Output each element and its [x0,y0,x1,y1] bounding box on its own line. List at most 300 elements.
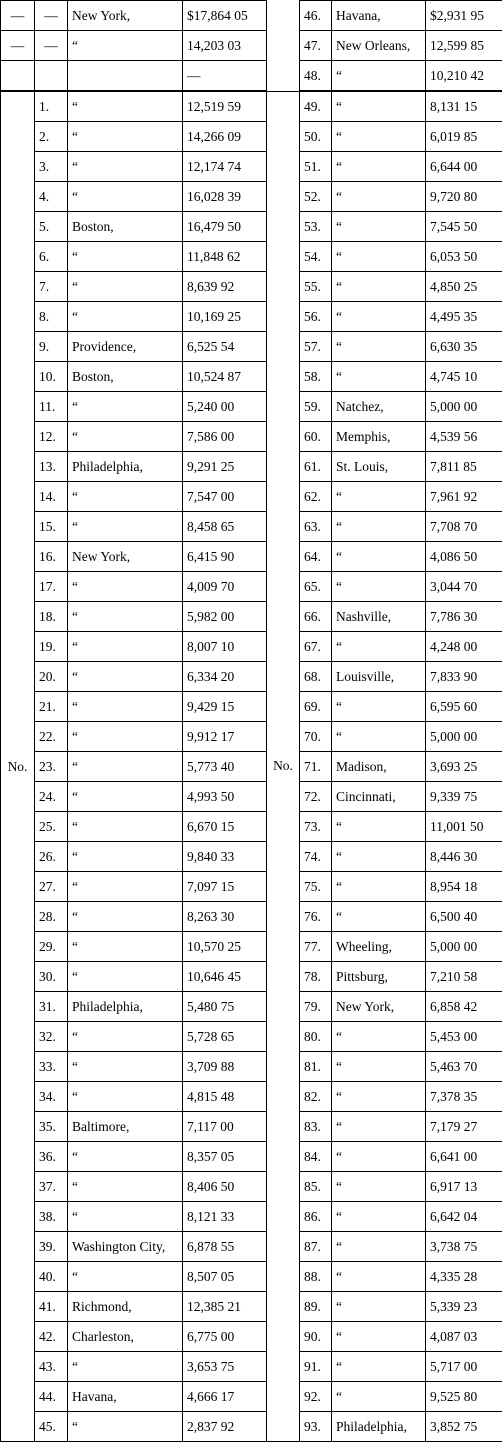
city-cell: New York, [332,992,426,1022]
row-number: 59. [300,392,332,422]
amount-cell: 9,429 15 [183,692,267,722]
no-label-left: No. [1,91,35,1442]
city-cell: Louisville, [332,662,426,692]
amount-cell: 10,570 25 [183,932,267,962]
row-number: 44. [35,1382,68,1412]
ledger-row [1,962,502,992]
row-number: 87. [300,1232,332,1262]
ledger-row [1,1412,502,1442]
amount-cell: 2,837 92 [183,1412,267,1442]
amount-cell: 4,009 70 [183,572,267,602]
row-number: 56. [300,302,332,332]
amount-cell: 8,406 50 [183,1172,267,1202]
row-number: 4. [35,182,68,212]
city-cell: “ [332,122,426,152]
row-number: 85. [300,1172,332,1202]
city-cell: Philadelphia, [68,452,183,482]
row-number: 76. [300,902,332,932]
row-number: 70. [300,722,332,752]
row-number: 74. [300,842,332,872]
city-cell: “ [68,182,183,212]
city-cell: “ [332,632,426,662]
amount-cell: 12,174 74 [183,152,267,182]
ledger-row [1,272,502,302]
row-mark: — [35,31,68,61]
city-cell: “ [68,572,183,602]
row-number: 55. [300,272,332,302]
row-number: 86. [300,1202,332,1232]
row-number: 81. [300,1052,332,1082]
ledger-row [1,212,502,242]
city-cell: Philadelphia, [68,992,183,1022]
row-number: 34. [35,1082,68,1112]
city-cell: “ [68,692,183,722]
row-number: 1. [35,91,68,122]
amount-cell: 12,385 21 [183,1292,267,1322]
row-number: 39. [35,1232,68,1262]
city-cell: “ [332,272,426,302]
amount-cell: 8,954 18 [426,872,502,902]
city-cell: “ [332,1052,426,1082]
row-mark [35,61,68,92]
city-cell: Cincinnati, [332,782,426,812]
row-number: 49. [300,91,332,122]
ledger-row [1,152,502,182]
amount-cell: 4,850 25 [426,272,502,302]
amount-cell: 10,169 25 [183,302,267,332]
amount-cell: 7,961 92 [426,482,502,512]
ledger-row [1,782,502,812]
amount-cell: 5,728 65 [183,1022,267,1052]
row-number: 75. [300,872,332,902]
ledger-row [1,992,502,1022]
row-number: 21. [35,692,68,722]
row-number: 92. [300,1382,332,1412]
row-number: 3. [35,152,68,182]
ledger-row [1,1262,502,1292]
row-number: 27. [35,872,68,902]
city-cell: “ [68,1142,183,1172]
city-cell: St. Louis, [332,452,426,482]
amount-cell: 8,639 92 [183,272,267,302]
city-cell: “ [68,1412,183,1442]
ledger-row [1,1172,502,1202]
ledger-row [1,422,502,452]
city-cell: New York, [68,542,183,572]
amount-cell: 7,811 85 [426,452,502,482]
no-label-middle: No. [267,91,300,1442]
amount-cell: 9,840 33 [183,842,267,872]
city-cell [68,61,183,92]
city-cell: “ [68,31,183,61]
amount-cell: 7,210 58 [426,962,502,992]
city-cell: “ [68,902,183,932]
row-number: 43. [35,1352,68,1382]
row-number: 16. [35,542,68,572]
city-cell: “ [332,212,426,242]
amount-cell: 5,000 00 [426,392,502,422]
ledger-row [1,1052,502,1082]
amount-cell: 5,717 00 [426,1352,502,1382]
ledger-row [1,242,502,272]
row-number: 2. [35,122,68,152]
city-cell: Charleston, [68,1322,183,1352]
city-cell: “ [332,1142,426,1172]
amount-cell: 12,599 85 [426,31,502,61]
city-cell: “ [68,302,183,332]
ledger-row [1,662,502,692]
city-cell: “ [68,482,183,512]
city-cell: “ [332,182,426,212]
city-cell: “ [332,1172,426,1202]
ledger-row [1,692,502,722]
ledger-row [1,512,502,542]
row-number: 64. [300,542,332,572]
city-cell: Nashville, [332,602,426,632]
city-cell: “ [332,482,426,512]
amount-cell: 7,786 30 [426,602,502,632]
row-dash: — [1,31,35,61]
amount-cell: 12,519 59 [183,91,267,122]
ledger-row [1,1352,502,1382]
amount-cell: 10,210 42 [426,61,502,92]
amount-cell: 6,019 85 [426,122,502,152]
row-number: 60. [300,422,332,452]
ledger-row [1,752,502,782]
row-number: 19. [35,632,68,662]
city-cell: Richmond, [68,1292,183,1322]
city-cell: “ [332,1232,426,1262]
row-number: 37. [35,1172,68,1202]
amount-cell: 6,630 35 [426,332,502,362]
city-cell: “ [332,1322,426,1352]
city-cell: “ [332,1352,426,1382]
row-number: 48. [300,61,332,92]
city-cell: Providence, [68,332,183,362]
city-cell: Washington City, [68,1232,183,1262]
amount-cell: 4,495 35 [426,302,502,332]
amount-cell: 3,044 70 [426,572,502,602]
ledger-row [1,1082,502,1112]
row-number: 68. [300,662,332,692]
amount-cell: 4,086 50 [426,542,502,572]
row-dash [1,61,35,92]
row-number: 69. [300,692,332,722]
row-number: 29. [35,932,68,962]
row-number: 5. [35,212,68,242]
row-number: 40. [35,1262,68,1292]
row-number: 12. [35,422,68,452]
amount-cell: 8,446 30 [426,842,502,872]
amount-cell: 14,266 09 [183,122,267,152]
amount-cell: 4,815 48 [183,1082,267,1112]
city-cell: “ [332,61,426,92]
amount-cell: 5,480 75 [183,992,267,1022]
city-cell: Havana, [332,1,426,31]
city-cell: Madison, [332,752,426,782]
amount-cell: 3,738 75 [426,1232,502,1262]
row-number: 54. [300,242,332,272]
row-number: 47. [300,31,332,61]
city-cell: “ [68,1262,183,1292]
amount-cell: 7,833 90 [426,662,502,692]
row-number: 25. [35,812,68,842]
amount-cell: 11,848 62 [183,242,267,272]
ledger-row [1,332,502,362]
amount-cell: 4,335 28 [426,1262,502,1292]
amount-cell: 3,709 88 [183,1052,267,1082]
amount-cell: 6,500 40 [426,902,502,932]
row-number: 42. [35,1322,68,1352]
row-number: 51. [300,152,332,182]
city-cell: “ [68,1202,183,1232]
city-cell: “ [332,1262,426,1292]
row-number: 13. [35,452,68,482]
city-cell: “ [332,572,426,602]
ledger-row [1,1142,502,1172]
row-number: 90. [300,1322,332,1352]
row-number: 32. [35,1022,68,1052]
row-number: 36. [35,1142,68,1172]
row-number: 46. [300,1,332,31]
amount-cell: 4,666 17 [183,1382,267,1412]
row-number: 89. [300,1292,332,1322]
amount-cell: 6,775 00 [183,1322,267,1352]
city-cell: “ [68,1052,183,1082]
row-number: 8. [35,302,68,332]
city-cell: Pittsburg, [332,962,426,992]
row-number: 78. [300,962,332,992]
amount-cell: $17,864 05 [183,1,267,31]
row-number: 15. [35,512,68,542]
amount-cell: 8,507 05 [183,1262,267,1292]
city-cell: Baltimore, [68,1112,183,1142]
ledger-row [1,542,502,572]
city-cell: “ [332,842,426,872]
amount-cell: 6,858 42 [426,992,502,1022]
amount-cell: 6,878 55 [183,1232,267,1262]
city-cell: “ [68,932,183,962]
row-number: 41. [35,1292,68,1322]
ledger-row [1,842,502,872]
city-cell: Boston, [68,362,183,392]
row-number: 9. [35,332,68,362]
row-number: 72. [300,782,332,812]
city-cell: “ [332,91,426,122]
amount-cell: 9,291 25 [183,452,267,482]
amount-cell: 6,334 20 [183,662,267,692]
amount-cell: 5,240 00 [183,392,267,422]
row-number: 6. [35,242,68,272]
row-number: 17. [35,572,68,602]
ledger-row [1,452,502,482]
row-number: 11. [35,392,68,422]
city-cell: “ [332,722,426,752]
city-cell: “ [68,1352,183,1382]
ledger-row [1,1382,502,1412]
amount-cell: 6,641 00 [426,1142,502,1172]
row-number: 82. [300,1082,332,1112]
ledger-row [1,1022,502,1052]
city-cell: Havana, [68,1382,183,1412]
amount-cell: 6,595 60 [426,692,502,722]
amount-cell: 4,087 03 [426,1322,502,1352]
row-number: 62. [300,482,332,512]
row-dash: — [1,1,35,31]
city-cell: “ [68,842,183,872]
city-cell: “ [68,152,183,182]
city-cell: “ [332,332,426,362]
city-cell: “ [332,1202,426,1232]
row-number: 93. [300,1412,332,1442]
city-cell: “ [68,422,183,452]
city-cell: Philadelphia, [332,1412,426,1442]
row-number: 67. [300,632,332,662]
ledger-row [1,1322,502,1352]
city-cell: Wheeling, [332,932,426,962]
ledger-row [1,812,502,842]
row-number: 10. [35,362,68,392]
ledger-row [1,632,502,662]
city-cell: “ [68,812,183,842]
city-cell: “ [68,512,183,542]
amount-cell: 6,642 04 [426,1202,502,1232]
row-number: 88. [300,1262,332,1292]
row-number: 7. [35,272,68,302]
amount-cell: 4,539 56 [426,422,502,452]
amount-cell: 6,525 54 [183,332,267,362]
city-cell: “ [68,872,183,902]
amount-cell: 8,357 05 [183,1142,267,1172]
city-cell: Natchez, [332,392,426,422]
row-number: 30. [35,962,68,992]
amount-cell: 16,028 39 [183,182,267,212]
row-number: 83. [300,1112,332,1142]
amount-cell: 6,644 00 [426,152,502,182]
city-cell: Boston, [68,212,183,242]
ledger-row [1,1112,502,1142]
city-cell: “ [332,1082,426,1112]
amount-cell: 9,339 75 [426,782,502,812]
amount-cell: 3,693 25 [426,752,502,782]
ledger-row [1,1202,502,1232]
amount-cell: 6,053 50 [426,242,502,272]
amount-cell: 10,646 45 [183,962,267,992]
row-number: 28. [35,902,68,932]
row-number: 33. [35,1052,68,1082]
row-number: 57. [300,332,332,362]
city-cell: “ [68,272,183,302]
amount-cell: 6,670 15 [183,812,267,842]
row-number: 84. [300,1142,332,1172]
amount-cell: 5,000 00 [426,932,502,962]
ledger-row [1,722,502,752]
ledger-row [1,872,502,902]
amount-cell: 7,708 70 [426,512,502,542]
city-cell: “ [68,752,183,782]
city-cell: New York, [68,1,183,31]
row-number: 20. [35,662,68,692]
amount-cell: 3,653 75 [183,1352,267,1382]
amount-cell: 10,524 87 [183,362,267,392]
amount-cell: 14,203 03 [183,31,267,61]
city-cell: “ [68,782,183,812]
city-cell: “ [332,872,426,902]
row-number: 22. [35,722,68,752]
city-cell: “ [68,91,183,122]
amount-cell: 9,720 80 [426,182,502,212]
amount-cell: 5,453 00 [426,1022,502,1052]
amount-cell: 8,458 65 [183,512,267,542]
city-cell: “ [68,632,183,662]
amount-cell: 9,525 80 [426,1382,502,1412]
row-number: 26. [35,842,68,872]
amount-cell: 4,745 10 [426,362,502,392]
ledger-header-row [1,61,502,92]
row-number: 18. [35,602,68,632]
city-cell: “ [332,1382,426,1412]
amount-cell: 11,001 50 [426,812,502,842]
row-number: 79. [300,992,332,1022]
amount-cell: 16,479 50 [183,212,267,242]
city-cell: “ [68,1082,183,1112]
row-number: 24. [35,782,68,812]
ledger-body [1,1,502,1442]
amount-cell: 5,339 23 [426,1292,502,1322]
amount-cell: 9,912 17 [183,722,267,752]
row-number: 45. [35,1412,68,1442]
amount-cell: 5,463 70 [426,1052,502,1082]
amount-cell: 5,773 40 [183,752,267,782]
ledger-row [1,1292,502,1322]
row-number: 80. [300,1022,332,1052]
amount-cell: 4,248 00 [426,632,502,662]
row-number: 52. [300,182,332,212]
city-cell: “ [332,692,426,722]
ledger-row [1,1232,502,1262]
ledger-row [1,392,502,422]
amount-cell: 5,982 00 [183,602,267,632]
row-number: 66. [300,602,332,632]
amount-cell: 6,415 90 [183,542,267,572]
city-cell: “ [332,812,426,842]
ledger-row [1,932,502,962]
row-number: 31. [35,992,68,1022]
city-cell: “ [332,1292,426,1322]
city-cell: “ [332,512,426,542]
city-cell: “ [68,1022,183,1052]
row-mark: — [35,1,68,31]
row-number: 50. [300,122,332,152]
city-cell: “ [332,302,426,332]
amount-cell: 7,545 50 [426,212,502,242]
city-cell: “ [68,722,183,752]
city-cell: Memphis, [332,422,426,452]
row-number: 58. [300,362,332,392]
row-number: 53. [300,212,332,242]
city-cell: “ [332,542,426,572]
amount-cell: 7,547 00 [183,482,267,512]
amount-cell: 8,121 33 [183,1202,267,1232]
amount-cell: 6,917 13 [426,1172,502,1202]
amount-cell: $2,931 95 [426,1,502,31]
amount-cell: 7,117 00 [183,1112,267,1142]
amount-cell: 7,097 15 [183,872,267,902]
amount-cell: — [183,61,267,92]
amount-cell: 4,993 50 [183,782,267,812]
column-gap [267,1,300,92]
ledger-row [1,482,502,512]
